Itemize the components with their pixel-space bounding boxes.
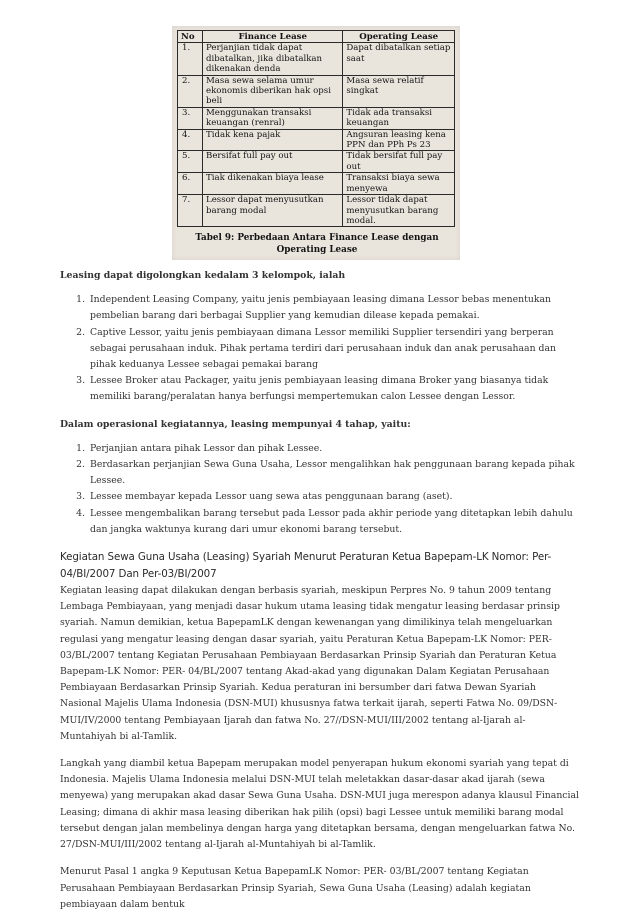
finance-lease-cell: Bersifat full pay out [203,151,343,173]
table-header-row [178,31,455,43]
operating-lease-cell: Transaksi biaya sewa menyewa [343,173,455,195]
article-body [60,268,580,913]
table-row [178,195,455,227]
finance-lease-cell: Tiak dikenakan biaya lease [203,173,343,195]
row-number: 2. [178,75,203,107]
list-item: 2. Berdasarkan perjanjian Sewa Guna Usaha, Lessor mengalihkan hak penggunaan barang kepada pihak Lessee. [88,457,580,489]
table-row [178,43,455,75]
section-title: Kegiatan Sewa Guna Usaha (Leasing) Syariah Menurut Peraturan Ketua Bapepam-LK Nomor: Per- 04/BI/2007 Dan Per-03/BI/2007 [60,551,552,581]
table-image [172,26,460,260]
finance-lease-cell: Tidak kena pajak [203,129,343,151]
finance-lease-cell: Lessor dapat menyusutkan barang modal [203,195,343,227]
finance-lease-cell: Menggunakan transaksi keuangan (renral) [203,107,343,129]
header-no: No [178,31,203,43]
finance-lease-cell: Perjanjian tidak dapat dibatalkan, jika dibatalkan dikenakan denda [203,43,343,75]
table-row [178,75,455,107]
list-item: 1. Independent Leasing Company, yaitu jenis pembiayaan leasing dimana Lessor bebas menentukan pembelian barang dari berbagai Supplier yang kemudian dilease kepada pemakai. [88,292,580,324]
table-caption: Tabel 9: Perbedaan Antara Finance Lease dengan Operating Lease [195,233,439,255]
header-finance-lease: Finance Lease [203,31,343,43]
operating-lease-cell: Lessor tidak dapat menyusutkan barang modal. [343,195,455,227]
list-item: 1. Perjanjian antara pihak Lessor dan pihak Lessee. [88,441,580,457]
operating-lease-cell: Tidak bersifat full pay out [343,151,455,173]
list-item: 2. Captive Lessor, yaitu jenis pembiayaan dimana Lessor memiliki Supplier tersendiri yang berperan sebagai perusahaan induk. Pihak pertama terdiri dari perusahaan induk dan anak perusahaan dan pihak keduanya Lessee sebagai pemakai barang [88,325,580,374]
row-number: 6. [178,173,203,195]
table-row [178,129,455,151]
header-operating-lease: Operating Lease [343,31,455,43]
row-number: 1. [178,43,203,75]
table-row [178,151,455,173]
section-heading: Leasing dapat digolongkan kedalam 3 kelompok, ialah [60,270,346,281]
list-item: 3. Lessee membayar kepada Lessor uang sewa atas penggunaan barang (aset). [88,489,580,505]
leasing-stages-list [60,441,580,538]
table-row [178,107,455,129]
operating-lease-cell: Masa sewa relatif singkat [343,75,455,107]
row-number: 3. [178,107,203,129]
finance-lease-cell: Masa sewa selama umur ekonomis diberikan hak opsi beli [203,75,343,107]
paragraph: Menurut Pasal 1 angka 9 Keputusan Ketua BapepamLK Nomor: PER- 03/BL/2007 tentang Kegiatan Perusahaan Pembiayaan Berdasarkan Prinsip Syariah, Sewa Guna Usaha (Leasing) adalah kegiatan pembiayaan dalam bentuk [60,866,531,910]
leasing-groups-list [60,292,580,405]
comparison-table [177,30,455,227]
operating-lease-cell: Dapat dibatalkan setiap saat [343,43,455,75]
operating-lease-cell: Angsuran leasing kena PPN dan PPh Ps 23 [343,129,455,151]
list-item: 3. Lessee Broker atau Packager, yaitu jenis pembiayaan leasing dimana Broker yang biasanya tidak memiliki barang/peralatan hanya berfungsi mempertemukan calon Lessee dengan Lessor. [88,373,580,405]
section-heading: Dalam operasional kegiatannya, leasing mempunyai 4 tahap, yaitu: [60,418,411,430]
table-row [178,173,455,195]
row-number: 7. [178,195,203,227]
paragraph: Kegiatan leasing dapat dilakukan dengan berbasis syariah, meskipun Perpres No. 9 tahun 2009 tentang Lembaga Pembiayaan, yang menjadi dasar hukum utama leasing tidak mengatur leasing berdasar prinsip syariah. Namun demikian, ketua BapepamLK dengan kewenangan yang dimilikinya telah mengeluarkan regulasi yang mengatur leasing dengan dasar syariah, yaitu Peraturan Ketua Bapepam-LK Nomor: PER- 03/BL/2007 tentang Kegiatan Perusahaan Pembiayaan Berdasarkan Prinsip Syariah dan Peraturan Ketua Bapepam-LK Nomor: PER- 04/BL/2007 tentang Akad-akad yang digunakan Dalam Kegiatan Perusahaan Pembiayaan Berdasarkan Prinsip Syariah. Kedua peraturan ini bersumber dari fatwa Dewan Syariah Nasional Majelis Ulama Indonesia (DSN-MUI) khususnya fatwa terkait ijarah, seperti Fatwa No. 09/DSN-MUI/IV/2000 tentang Pembiayaan Ijarah dan fatwa No. 27//DSN-MUI/III/2002 tentang al-Ijarah al-Muntahiyah bi al-Tamlik. [60,585,560,742]
operating-lease-cell: Tidak ada transaksi keuangan [343,107,455,129]
paragraph: Langkah yang diambil ketua Bapepam merupakan model penyerapan hukum ekonomi syariah yang tepat di Indonesia. Majelis Ulama Indonesia melalui DSN-MUI telah meletakkan dasar-dasar akad ijarah (sewa menyewa) yang merupakan akad dasar Sewa Guna Usaha. DSN-MUI juga merespon adanya klausul Financial Leasing; dimana di akhir masa leasing diberikan hak pilih (opsi) bagi Lessee untuk memiliki barang modal tersebut dengan jalan membelinya dengan harga yang ditetapkan bersama, dengan mengeluarkan fatwa No. 27/DSN-MUI/III/2002 tentang al-Ijarah al-Muntahiyah bi al-Tamlik. [60,758,580,851]
row-number: 5. [178,151,203,173]
row-number: 4. [178,129,203,151]
list-item: 4. Lessee mengembalikan barang tersebut pada Lessor pada akhir periode yang ditetapkan lebih dahulu dan jangka waktunya kurang dari umur ekonomi barang tersebut. [88,506,580,538]
